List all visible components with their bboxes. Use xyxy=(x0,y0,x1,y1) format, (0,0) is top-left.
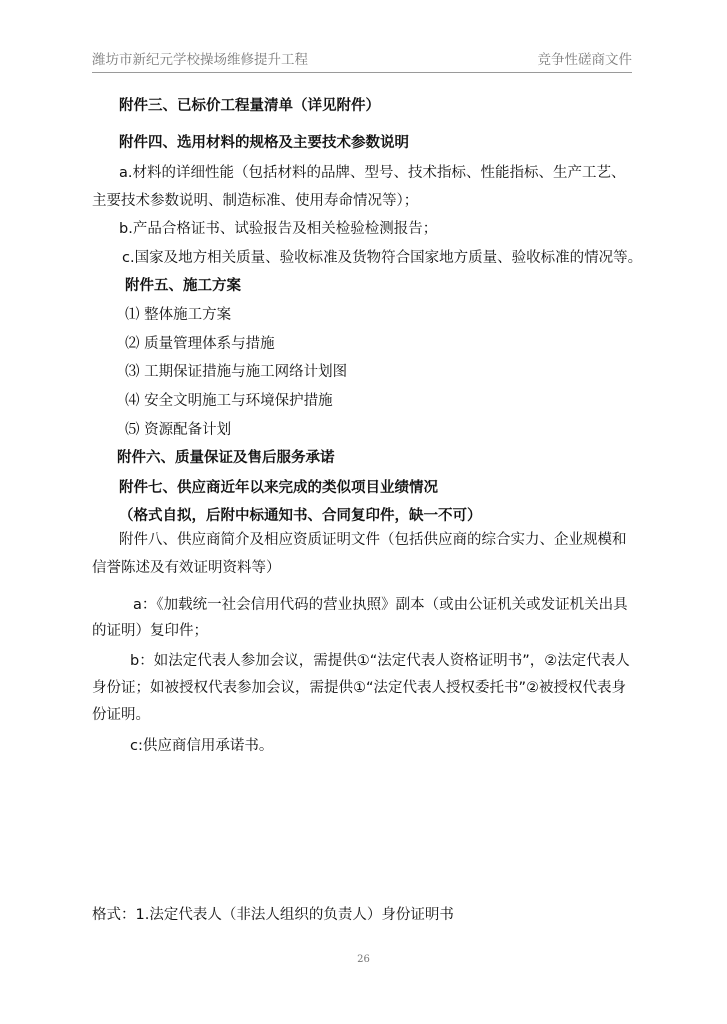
attachment-7-note: （格式自拟，后附中标通知书、合同复印件，缺一不可） xyxy=(119,508,482,524)
construction-plan-item-5: ⑸ 资源配备计划 xyxy=(125,422,232,438)
page-header xyxy=(92,48,632,68)
attachment-7-heading: 附件七、供应商近年以来完成的类似项目业绩情况 xyxy=(119,480,438,496)
format-section-heading: 格式：1.法定代表人（非法人组织的负责人）身份证明书 xyxy=(92,907,454,923)
attachment-8-item-c: c:供应商信用承诺书。 xyxy=(130,738,274,754)
attachment-8-heading: 附件八、供应商简介及相应资质证明文件（包括供应商的综合实力、企业规模和 xyxy=(119,532,627,548)
attachment-4-item-a-cont: 主要技术参数说明、制造标准、使用寿命情况等）； xyxy=(92,193,419,209)
construction-plan-item-1: ⑴ 整体施工方案 xyxy=(125,307,232,323)
attachment-4-item-a: a.材料的详细性能（包括材料的品牌、型号、技术指标、性能指标、生产工艺、 xyxy=(119,165,626,181)
attachment-4-item-b: b.产品合格证书、试验报告及相关检验检测报告； xyxy=(119,221,438,237)
attachment-8-item-b-cont-1: 身份证；如被授权代表参加会议，需提供①“法定代表人授权委托书”②被授权代表身 xyxy=(92,680,627,696)
attachment-8-item-b-cont-2: 份证明。 xyxy=(92,707,150,723)
attachment-4-heading: 附件四、选用材料的规格及主要技术参数说明 xyxy=(119,135,409,151)
attachment-8-heading-cont: 信誉陈述及有效证明资料等） xyxy=(92,560,281,576)
attachment-4-item-c: c.国家及地方相关质量、验收标准及货物符合国家地方质量、验收标准的情况等。 xyxy=(122,250,643,266)
header-divider xyxy=(92,72,632,73)
construction-plan-item-3: ⑶ 工期保证措施与施工网络计划图 xyxy=(125,364,348,380)
attachment-5-heading: 附件五、施工方案 xyxy=(125,278,241,294)
header-project-title: 潍坊市新纪元学校操场维修提升工程 xyxy=(92,52,308,68)
header-document-type: 竞争性磋商文件 xyxy=(537,52,632,68)
construction-plan-item-2: ⑵ 质量管理体系与措施 xyxy=(125,336,275,352)
page-number: 26 xyxy=(357,954,370,965)
construction-plan-item-4: ⑷ 安全文明施工与环境保护措施 xyxy=(125,393,333,409)
attachment-3-heading: 附件三、已标价工程量清单（详见附件） xyxy=(119,98,380,114)
attachment-6-heading: 附件六、质量保证及售后服务承诺 xyxy=(117,450,335,466)
attachment-8-item-b: b：如法定代表人参加会议，需提供①“法定代表人资格证明书”，②法定代表人 xyxy=(130,653,630,669)
attachment-8-item-a-cont: 的证明）复印件； xyxy=(92,623,208,639)
attachment-8-item-a: a：《加载统一社会信用代码的营业执照》副本（或由公证机关或发证机关出具 xyxy=(133,597,628,613)
